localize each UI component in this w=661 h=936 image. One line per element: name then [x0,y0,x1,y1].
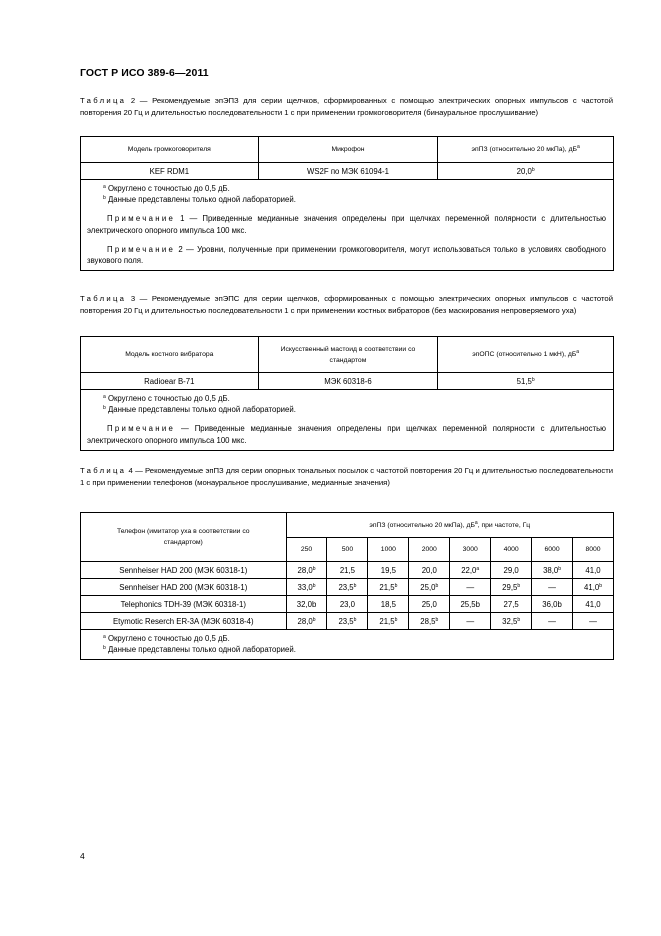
value-sup: b [394,582,398,589]
value-text: 18,5 [380,599,396,609]
table-2-header-microphone: Микрофон [258,137,438,163]
phone-cell: Sennheiser HAD 200 (МЭК 60318-1) [81,579,287,596]
value-cell [286,596,327,613]
table-2-value-cell [438,163,614,180]
value-text: — [466,582,475,592]
table-2-caption-text: — Рекомендуемые эпЭПЗ для серии щелчков, сформированных с помощью электрических опорных импульсов с частотой повторения 20 Гц и длительностью последовательности 1 с при применении громкоговорителя (бинауральное прослушивание) [80,96,613,117]
phone-cell: Sennheiser HAD 200 (МЭК 60318-1) [81,562,287,579]
value-text: 19,5 [380,565,396,575]
document-header: ГОСТ Р ИСО 389-6—2011 [80,67,209,79]
footnote-text: Округлено с точностью до 0,5 дБ. [107,634,230,643]
frequency-header: 6000 [532,538,573,562]
value-text: 21,5 [339,565,356,575]
value-text: 32,0b [296,599,317,609]
value-cell [368,562,409,579]
table-4-header-phone: Телефон (имитатор уха в соответствии со стандартом) [81,513,287,562]
phone-cell: Etymotic Reserch ER-3A (МЭК 60318-4) [81,613,287,630]
value-text: 33,0 [297,582,313,592]
value-text: — [589,616,597,626]
note-label: Примечание [107,424,176,434]
table-3-mastoid-cell: МЭК 60318-6 [258,373,438,390]
value-text: 32,5 [502,616,518,626]
value-text: 25,0 [420,582,436,592]
value-cell [532,596,573,613]
table-4-header-group-suffix: , при частоте, Гц [477,521,531,529]
frequency-header: 500 [327,538,368,562]
value-cell [409,596,450,613]
value-sup: b [517,616,521,623]
table-row [81,373,614,390]
value-text: 28,0 [297,565,313,575]
table-2-caption-word: Таблица [80,96,127,105]
footnote [87,194,606,205]
value-cell [368,596,409,613]
value-text: 36,0b [542,599,562,609]
footnote-text: Округлено с точностью до 0,5 дБ. [107,394,230,403]
value-text: 41,0 [585,565,601,575]
table-3-notes-cell [81,390,614,451]
footnote-mark: a [103,634,106,640]
table-4-notes-cell [81,630,614,660]
table-3-model-cell: Radioear B-71 [81,373,259,390]
footnote-text: Данные представлены только одной лабораторией. [107,195,296,205]
value-cell [532,579,573,596]
value-text: 20,0 [421,565,437,575]
value-cell [409,562,450,579]
value-cell [450,613,491,630]
value-text: — [548,616,556,626]
footnote-mark: a [103,184,106,190]
value-cell [573,596,614,613]
value-text: 27,5 [503,599,519,609]
value-text: 25,5b [460,599,480,609]
value-cell [450,562,491,579]
table-note [87,423,606,445]
table-4-caption-word: Таблица [80,466,127,475]
value-cell [573,562,614,579]
value-cell [368,579,409,596]
table-4-header-group-text: эпПЗ (относительно 20 мкПа), дБ [369,521,475,529]
note-text: 2 — Уровни, полученные при применении громкоговорителя, могут использоваться только в условиях свободного звукового поля. [87,244,607,266]
table-2-header-value [438,137,614,163]
note-label: Примечание [107,244,176,254]
value-text: 22,0 [461,565,477,575]
table-3 [80,336,614,451]
value-text: 21,5 [379,582,395,592]
value-cell [368,613,409,630]
table-3-value-text: 51,5 [516,376,532,386]
table-2-header-value-sup: a [577,144,580,150]
value-cell [327,579,368,596]
table-2 [80,136,614,271]
table-3-value-sup: b [531,376,535,383]
table-2-notes-cell [81,180,614,271]
table-4-caption-text: — Рекомендуемые эпПЗ для серии опорных тональных посылок с частотой повторения 20 Гц и длительностью последовательности 1 с при применении телефонов (монауральное прослушивание, медианные значения) [80,466,614,487]
value-text: 28,5 [420,616,436,626]
value-cell [286,579,327,596]
frequency-header: 4000 [491,538,532,562]
table-3-header-mastoid: Искусственный мастоид в соответствии со стандартом [258,337,438,373]
footnote-mark: a [103,394,106,400]
value-text: 29,0 [503,565,519,575]
table-note [87,213,606,235]
table-4-body [81,562,614,630]
table-3-caption-number: 3 [130,294,136,303]
value-text: 23,5 [338,616,354,626]
table-2-caption [80,95,613,118]
value-cell [450,579,491,596]
value-text: 38,0 [543,565,559,575]
value-cell [327,562,368,579]
phone-cell: Telephonics TDH-39 (МЭК 60318-1) [81,596,287,613]
value-text: 25,0 [421,599,437,609]
table-2-model-cell: KEF RDM1 [81,163,259,180]
frequency-header: 3000 [450,538,491,562]
value-text: — [548,582,556,592]
value-sup: b [435,582,439,589]
note-label: Примечание [107,214,176,224]
value-sup: b [353,582,357,589]
value-text: 41,0 [585,599,601,609]
table-4-notes-row [81,630,614,660]
table-2-value-sup: b [531,166,535,173]
value-sup: b [599,582,602,589]
table-4-header-row [81,513,614,538]
table-2-header-value-text: эпПЗ (относительно 20 мкПа), дБ [471,146,578,153]
table-3-header-value [438,337,614,373]
footnote-text: Данные представлены только одной лабораторией. [107,645,296,655]
table-row [81,579,614,596]
note-text: — Приведенные медианные значения определены при щелчках переменной полярности с длительностью электрического опорного импульса 100 мкс. [87,424,607,445]
footnote [87,183,606,194]
value-sup: b [394,616,398,623]
table-row [81,613,614,630]
footnote-mark: b [103,645,106,652]
table-3-value-cell [438,373,614,390]
value-sup: b [517,582,521,589]
value-sup: b [312,582,316,589]
frequency-header: 1000 [368,538,409,562]
table-2-value-text: 20,0 [516,166,532,176]
value-cell [327,596,368,613]
table-row [81,163,614,180]
value-text: 23,0 [339,599,356,609]
table-4 [80,512,614,660]
footnote [87,644,606,655]
frequency-header: 2000 [409,538,450,562]
value-sup: b [353,616,357,623]
value-sup: b [312,565,316,572]
value-cell [491,613,532,630]
value-cell [409,579,450,596]
value-cell [491,562,532,579]
footnote [87,393,606,404]
table-note [87,244,606,266]
table-3-caption [80,293,613,316]
value-cell [573,579,614,596]
page-number: 4 [80,851,85,861]
table-4-caption [80,465,613,488]
value-cell [450,596,491,613]
footnote-mark: b [103,405,106,412]
table-2-notes-row [81,180,614,271]
table-3-header-value-sup: a [576,349,580,355]
value-cell [327,613,368,630]
value-text: 21,5 [379,616,395,626]
value-cell [532,562,573,579]
value-text: — [466,616,475,626]
table-2-header-model: Модель громкоговорителя [81,137,259,163]
value-sup: b [312,616,316,623]
table-row [81,596,614,613]
value-cell [491,579,532,596]
value-sup: a [476,565,480,572]
value-cell [286,613,327,630]
value-cell [409,613,450,630]
table-4-header-group [286,513,613,538]
table-3-notes-row [81,390,614,451]
table-4-caption-number: 4 [128,466,133,475]
table-row [81,562,614,579]
value-cell [573,613,614,630]
table-3-caption-text: — Рекомендуемые эпЭПС для серии щелчков, сформированных с помощью электрических опорных импульсов с частотой повторения 20 Гц и длительностью последовательности 1 с при применении костных вибраторов (без маскирования непроверяемого уха) [80,294,613,315]
footnote [87,633,606,644]
table-3-caption-word: Таблица [80,294,127,303]
value-sup: b [558,565,562,572]
footnote-text: Данные представлены только одной лабораторией. [107,405,296,415]
table-4-header-group-sup: a [474,519,478,526]
footnote-text: Округлено с точностью до 0,5 дБ. [107,184,230,193]
value-text: 41,0 [584,582,600,592]
footnote-mark: b [103,195,106,202]
note-text: 1 — Приведенные медианные значения определены при щелчках переменной полярности с длительностью электрического опорного импульса 100 мкс. [87,214,606,235]
value-text: 28,0 [297,616,313,626]
table-3-header-model: Модель костного вибратора [81,337,259,373]
value-cell [532,613,573,630]
table-3-header-value-text: эпОПС (относительно 1 мкН), дБ [472,351,577,358]
table-3-header-row [81,337,614,373]
frequency-header: 8000 [573,538,614,562]
table-2-header-row [81,137,614,163]
value-text: 23,5 [338,582,354,592]
table-2-caption-number: 2 [130,96,136,105]
value-cell [491,596,532,613]
footnote [87,404,606,415]
frequency-header: 250 [286,538,327,562]
table-2-microphone-cell: WS2F по МЭК 61094-1 [258,163,438,180]
value-text: 29,5 [502,582,518,592]
value-sup: b [435,616,439,623]
value-cell [286,562,327,579]
